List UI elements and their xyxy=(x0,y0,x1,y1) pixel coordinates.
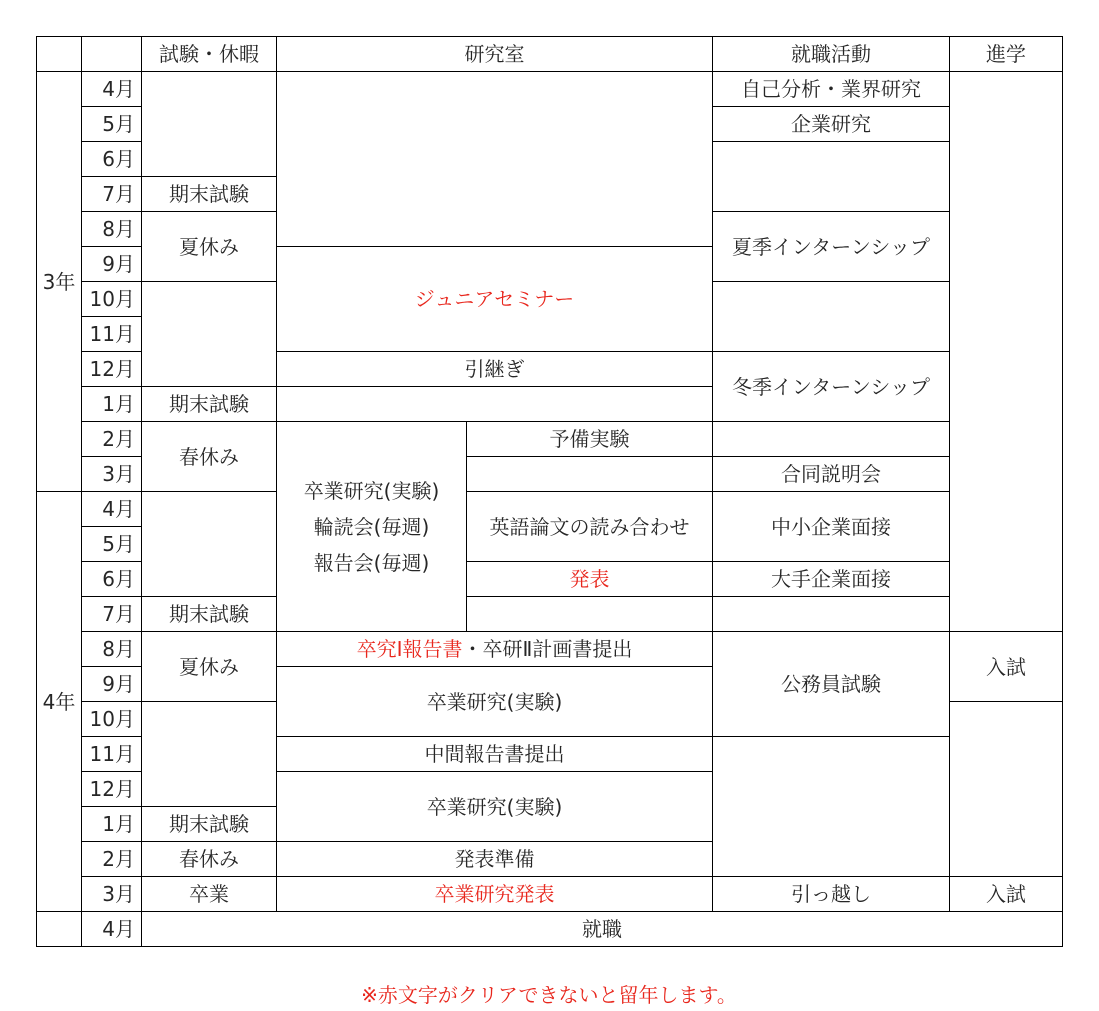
table-row xyxy=(37,632,1063,667)
table-row xyxy=(37,72,1063,107)
exam-final: 期末試験 xyxy=(142,387,277,422)
job-civil-service-exam: 公務員試験 xyxy=(713,632,950,737)
month-cell: 8月 xyxy=(82,212,142,247)
month-cell: 2月 xyxy=(82,422,142,457)
job-moving: 引っ越し xyxy=(713,877,950,912)
lab-preliminary-experiment: 予備実験 xyxy=(467,422,713,457)
year-blank xyxy=(37,912,82,947)
exam-graduation: 卒業 xyxy=(142,877,277,912)
month-cell: 11月 xyxy=(82,737,142,772)
lab-thesis-research xyxy=(277,422,467,632)
exam-spring-break: 春休み xyxy=(142,422,277,492)
lab-blank xyxy=(467,457,713,492)
year-4-label: 4年 xyxy=(37,492,82,912)
header-lab: 研究室 xyxy=(277,37,713,72)
job-blank xyxy=(713,282,950,352)
month-cell: 5月 xyxy=(82,107,142,142)
job-self-analysis: 自己分析・業界研究 xyxy=(713,72,950,107)
month-cell: 1月 xyxy=(82,807,142,842)
lab-blank xyxy=(277,72,713,247)
job-summer-internship: 夏季インターンシップ xyxy=(713,212,950,282)
grad-entrance-exam: 入試 xyxy=(950,877,1063,912)
job-company-research: 企業研究 xyxy=(713,107,950,142)
lab-presentation: 発表 xyxy=(467,562,713,597)
month-cell: 5月 xyxy=(82,527,142,562)
grad-entrance-exam: 入試 xyxy=(950,632,1063,702)
lab-interim-report: 中間報告書提出 xyxy=(277,737,713,772)
lab-final-presentation: 卒業研究発表 xyxy=(277,877,713,912)
header-blank-year xyxy=(37,37,82,72)
job-blank xyxy=(713,422,950,457)
lab-presentation-prep: 発表準備 xyxy=(277,842,713,877)
lab-report-submission xyxy=(277,632,713,667)
lab-junior-seminar: ジュニアセミナー xyxy=(277,247,713,352)
lab-research-experiment: 卒業研究(実験) xyxy=(277,772,713,842)
exam-summer-break: 夏休み xyxy=(142,632,277,702)
month-cell: 11月 xyxy=(82,317,142,352)
month-cell: 3月 xyxy=(82,877,142,912)
month-cell: 1月 xyxy=(82,387,142,422)
table-row xyxy=(37,912,1063,947)
table-row xyxy=(37,492,1063,527)
job-sme-interview: 中小企業面接 xyxy=(713,492,950,562)
month-cell: 6月 xyxy=(82,142,142,177)
grad-blank xyxy=(950,702,1063,877)
month-cell: 12月 xyxy=(82,772,142,807)
job-info-session: 合同説明会 xyxy=(713,457,950,492)
month-cell: 9月 xyxy=(82,667,142,702)
lab-thesis-line: 報告会(毎週) xyxy=(313,550,430,575)
month-cell: 4月 xyxy=(82,72,142,107)
month-cell: 3月 xyxy=(82,457,142,492)
exam-final: 期末試験 xyxy=(142,807,277,842)
exam-spring-break: 春休み xyxy=(142,842,277,877)
lab-report-part1: 卒究Ⅰ報告書 xyxy=(356,637,463,661)
month-cell: 10月 xyxy=(82,282,142,317)
month-cell: 8月 xyxy=(82,632,142,667)
lab-handover: 引継ぎ xyxy=(277,352,713,387)
warning-note: ※赤文字がクリアできないと留年します。 xyxy=(361,983,737,1007)
month-cell: 12月 xyxy=(82,352,142,387)
lab-paper-reading: 英語論文の読み合わせ xyxy=(467,492,713,562)
exam-blank xyxy=(142,492,277,597)
month-cell: 10月 xyxy=(82,702,142,737)
exam-final: 期末試験 xyxy=(142,177,277,212)
table-row xyxy=(37,597,1063,632)
exam-blank xyxy=(142,702,277,807)
job-blank xyxy=(713,597,950,632)
month-cell: 9月 xyxy=(82,247,142,282)
year-3-label: 3年 xyxy=(37,72,82,492)
lab-blank xyxy=(277,387,713,422)
job-blank xyxy=(713,142,950,212)
exam-blank xyxy=(142,282,277,387)
grad-blank xyxy=(950,72,1063,632)
header-job: 就職活動 xyxy=(713,37,950,72)
month-cell: 2月 xyxy=(82,842,142,877)
employment-cell: 就職 xyxy=(142,912,1063,947)
lab-blank xyxy=(467,597,713,632)
lab-thesis-line: 卒業研究(実験) xyxy=(303,478,440,503)
header-grad: 進学 xyxy=(950,37,1063,72)
month-cell: 4月 xyxy=(82,492,142,527)
job-large-company-interview: 大手企業面接 xyxy=(713,562,950,597)
month-cell: 6月 xyxy=(82,562,142,597)
header-row xyxy=(37,37,1063,72)
schedule-table xyxy=(36,36,1063,947)
lab-research-experiment: 卒業研究(実験) xyxy=(277,667,713,737)
exam-blank xyxy=(142,72,277,177)
lab-report-part2: ・卒研Ⅱ計画書提出 xyxy=(462,637,633,661)
month-cell: 4月 xyxy=(82,912,142,947)
lab-thesis-line: 輪読会(毎週) xyxy=(313,514,430,539)
header-exam: 試験・休暇 xyxy=(142,37,277,72)
job-winter-internship: 冬季インターンシップ xyxy=(713,352,950,422)
table-row xyxy=(37,877,1063,912)
table-row xyxy=(37,422,1063,457)
header-blank-month xyxy=(82,37,142,72)
job-blank xyxy=(713,737,950,877)
month-cell: 7月 xyxy=(82,597,142,632)
exam-final: 期末試験 xyxy=(142,597,277,632)
exam-summer-break: 夏休み xyxy=(142,212,277,282)
month-cell: 7月 xyxy=(82,177,142,212)
